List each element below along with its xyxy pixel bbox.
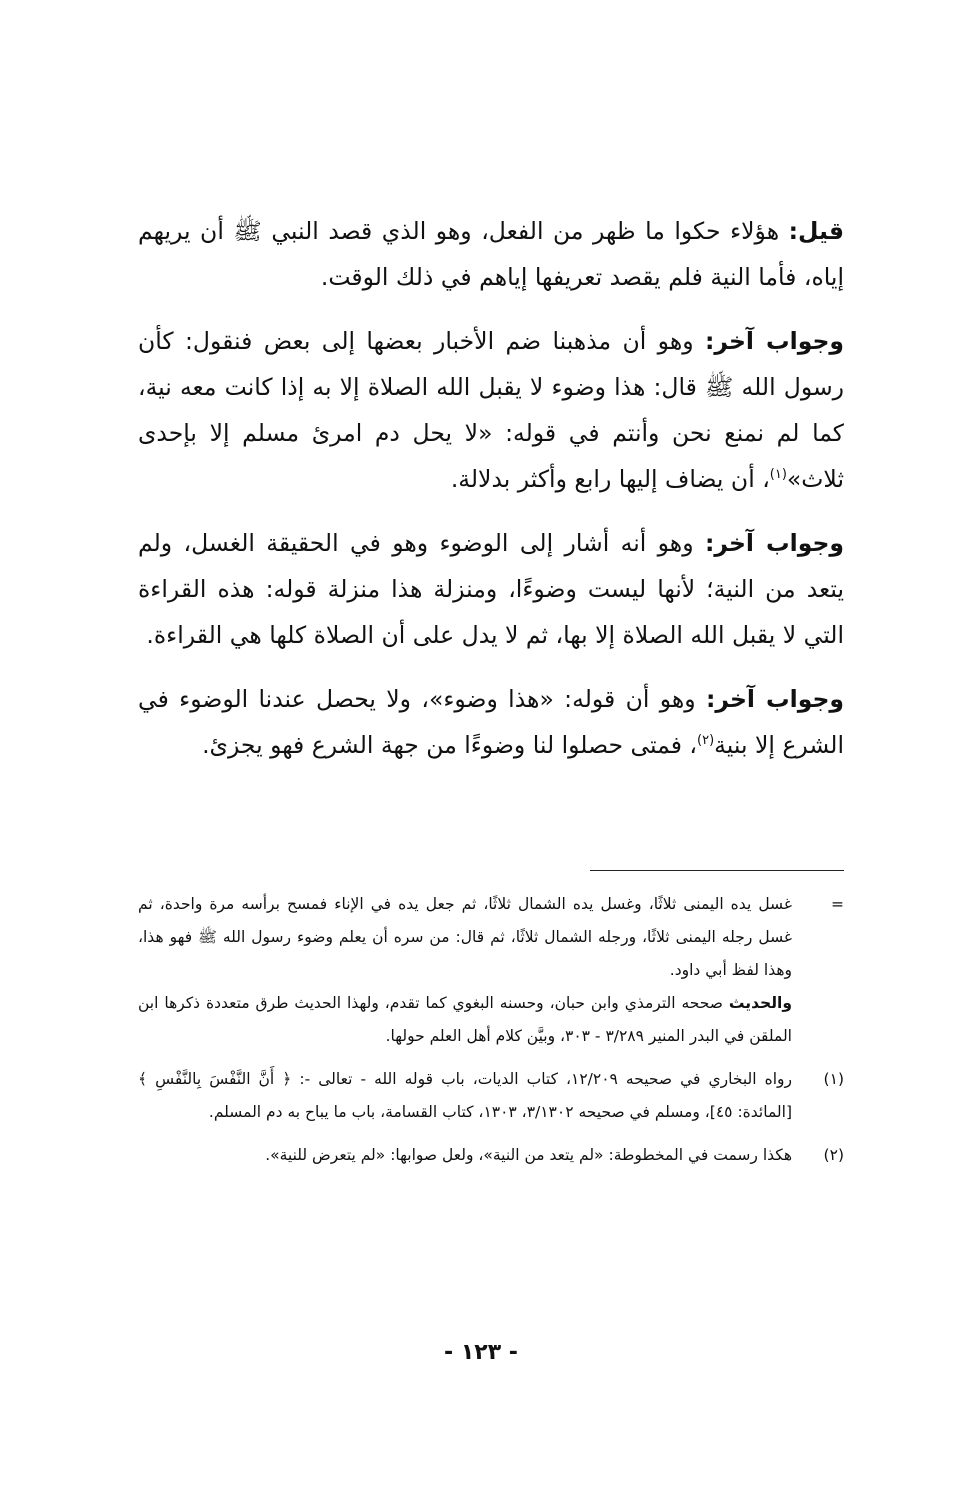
paragraph-lead: قيل:: [788, 217, 844, 245]
footnote-continued: [138, 888, 844, 1053]
footnote-marker: (١): [823, 1070, 844, 1088]
paragraph-lead: وجواب آخر:: [705, 685, 844, 713]
footnote-2: [138, 1139, 844, 1172]
paragraph-2: [138, 318, 844, 502]
paragraph-lead: وجواب آخر:: [704, 529, 844, 557]
paragraph-3: [138, 520, 844, 658]
paragraph-text: وهو أنه أشار إلى الوضوء وهو في الحقيقة الغسل، ولم يتعد من النية؛ لأنها ليست وضوءًا، ومنزلة هذا منزلة قوله: هذه القراءة التي لا يقبل الله الصلاة إلا بها، ثم لا يدل على أن الصلاة كلها هي القراءة.: [138, 529, 844, 649]
paragraph-text: وهو أن مذهبنا ضم الأخبار بعضها إلى بعض فنقول: كأن رسول الله ﷺ قال: هذا وضوء لا يقبل الله الصلاة إلا به إذا كانت معه نية، كما لم نمنع نحن وأنتم في قوله: «لا يحل دم امرئ مسلم إلا بإحدى ثلاث»: [138, 327, 844, 493]
footnote-sub-lead: والحديث: [728, 994, 792, 1012]
footnote-ref-2: (٢): [697, 733, 715, 749]
footnote-marker: =: [831, 895, 844, 913]
page-number: - ١٢٣ -: [444, 1340, 518, 1365]
footnote-text-block: [138, 888, 792, 1053]
footnote-marker: (٢): [823, 1146, 844, 1164]
footnote-subtext: [138, 987, 792, 1053]
paragraph-lead: وجواب آخر:: [704, 327, 845, 355]
paragraph-text: وهو أن قوله: «هذا وضوء»، ولا يحصل عندنا الوضوء في الشرع إلا بنية: [138, 685, 844, 759]
main-text-body: [138, 208, 844, 786]
footnote-ref-1: (١): [769, 467, 787, 483]
footnote-divider: [590, 870, 844, 871]
paragraph-1: [138, 208, 844, 300]
paragraph-text-end: ، فمتى حصلوا لنا وضوءًا من جهة الشرع فهو يجزئ.: [202, 731, 698, 759]
footnote-text: غسل يده اليمنى ثلاثًا، وغسل يده الشمال ثلاثًا، ثم جعل يده في الإناء فمسح برأسه مرة واحدة، ثم غسل رجله اليمنى ثلاثًا، ورجله الشمال ثلاثًا، ثم قال: من سره أن يعلم وضوء رسول الله ﷺ فهو هذا، وهذا لفظ أبي داود.: [138, 895, 792, 979]
paragraph-text-end: ، أن يضاف إليها رابع وأكثر بدلالة.: [450, 465, 770, 493]
paragraph-text: هؤلاء حكوا ما ظهر من الفعل، وهو الذي قصد النبي ﷺ أن يريهم إياه، فأما النية فلم يقصد تعريفها إياهم في ذلك الوقت.: [138, 217, 844, 291]
footnote-text: رواه البخاري في صحيحه ١٢/٢٠٩، كتاب الديات، باب قوله الله - تعالى -: ﴿ أَنَّ النَّفْسَ بِالنَّفْسِ ﴾ [المائدة: ٤٥]، ومسلم في صحيحه ٣/١٣٠٢، ١٣٠٣، كتاب القسامة، باب ما يباح به دم المسلم.: [138, 1070, 792, 1121]
footnote-text: هكذا رسمت في المخطوطة: «لم يتعد من النية»، ولعل صوابها: «لم يتعرض للنية».: [265, 1146, 792, 1164]
footnotes: [138, 888, 844, 1182]
footnote-sub-text: صححه الترمذي وابن حبان، وحسنه البغوي كما تقدم، ولهذا الحديث طرق متعددة ذكرها ابن الملقن في البدر المنير ٣/٢٨٩ - ٣٠٣، وبيَّن كلام أهل العلم حولها.: [138, 994, 792, 1045]
paragraph-4: [138, 676, 844, 768]
footnote-1: [138, 1063, 844, 1129]
